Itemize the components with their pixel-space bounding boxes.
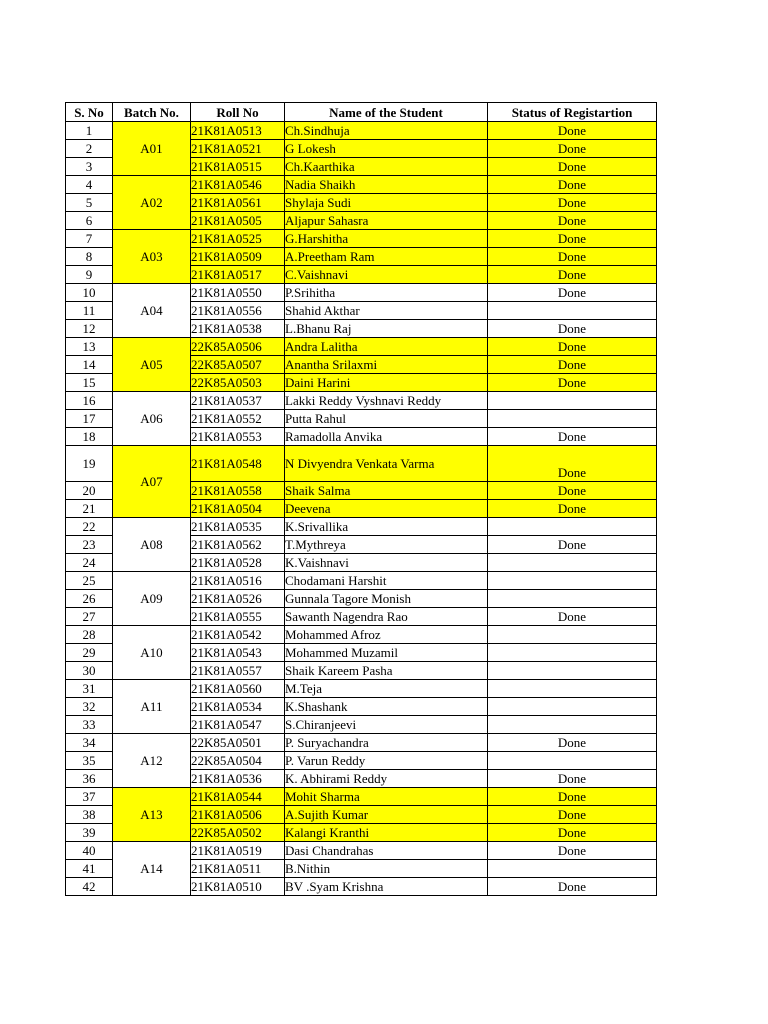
student-name-cell: BV .Syam Krishna xyxy=(285,878,488,896)
roll-number-cell: 21K81A0525 xyxy=(191,230,285,248)
student-name-cell: Deevena xyxy=(285,500,488,518)
serial-number-cell: 25 xyxy=(66,572,113,590)
registration-status-cell: Done xyxy=(488,194,657,212)
batch-cell: A14 xyxy=(113,842,191,896)
roll-number-cell: 22K85A0502 xyxy=(191,824,285,842)
roll-number-cell: 21K81A0542 xyxy=(191,626,285,644)
student-name-cell: Mohit Sharma xyxy=(285,788,488,806)
header-name: Name of the Student xyxy=(285,103,488,122)
table-row xyxy=(66,230,657,248)
student-name-cell: L.Bhanu Raj xyxy=(285,320,488,338)
registration-status-cell: Done xyxy=(488,140,657,158)
student-name-cell: Ramadolla Anvika xyxy=(285,428,488,446)
table-row xyxy=(66,176,657,194)
table-row xyxy=(66,518,657,536)
student-name-cell: Chodamani Harshit xyxy=(285,572,488,590)
roll-number-cell: 21K81A0535 xyxy=(191,518,285,536)
serial-number-cell: 17 xyxy=(66,410,113,428)
roll-number-cell: 21K81A0562 xyxy=(191,536,285,554)
student-name-cell: Daini Harini xyxy=(285,374,488,392)
batch-cell: A05 xyxy=(113,338,191,392)
registration-status-cell: Done xyxy=(488,374,657,392)
student-name-cell: K.Shashank xyxy=(285,698,488,716)
serial-number-cell: 3 xyxy=(66,158,113,176)
student-name-cell: P. Suryachandra xyxy=(285,734,488,752)
student-name-cell: G.Harshitha xyxy=(285,230,488,248)
registration-status-cell xyxy=(488,410,657,428)
registration-status-cell: Done xyxy=(488,248,657,266)
batch-cell: A01 xyxy=(113,122,191,176)
serial-number-cell: 16 xyxy=(66,392,113,410)
batch-cell: A08 xyxy=(113,518,191,572)
serial-number-cell: 2 xyxy=(66,140,113,158)
serial-number-cell: 5 xyxy=(66,194,113,212)
registration-status-cell xyxy=(488,716,657,734)
table-row xyxy=(66,446,657,482)
batch-cell: A07 xyxy=(113,446,191,518)
serial-number-cell: 22 xyxy=(66,518,113,536)
roll-number-cell: 21K81A0519 xyxy=(191,842,285,860)
roll-number-cell: 22K85A0504 xyxy=(191,752,285,770)
batch-cell: A12 xyxy=(113,734,191,788)
roll-number-cell: 21K81A0561 xyxy=(191,194,285,212)
student-name-cell: G Lokesh xyxy=(285,140,488,158)
student-name-cell: Kalangi Kranthi xyxy=(285,824,488,842)
roll-number-cell: 21K81A0557 xyxy=(191,662,285,680)
registration-status-cell: Done xyxy=(488,212,657,230)
serial-number-cell: 9 xyxy=(66,266,113,284)
table-row xyxy=(66,680,657,698)
registration-status-cell: Done xyxy=(488,608,657,626)
serial-number-cell: 42 xyxy=(66,878,113,896)
registration-status-cell: Done xyxy=(488,266,657,284)
table-row xyxy=(66,392,657,410)
batch-cell: A10 xyxy=(113,626,191,680)
serial-number-cell: 35 xyxy=(66,752,113,770)
registration-status-cell xyxy=(488,752,657,770)
student-name-cell: A.Preetham Ram xyxy=(285,248,488,266)
roll-number-cell: 21K81A0526 xyxy=(191,590,285,608)
serial-number-cell: 39 xyxy=(66,824,113,842)
roll-number-cell: 21K81A0544 xyxy=(191,788,285,806)
table-body xyxy=(66,122,657,896)
student-name-cell: Shaik Kareem Pasha xyxy=(285,662,488,680)
registration-status-cell: Done xyxy=(488,176,657,194)
roll-number-cell: 21K81A0506 xyxy=(191,806,285,824)
registration-status-cell: Done xyxy=(488,878,657,896)
batch-cell: A09 xyxy=(113,572,191,626)
student-name-cell: Gunnala Tagore Monish xyxy=(285,590,488,608)
student-name-cell: Shylaja Sudi xyxy=(285,194,488,212)
student-name-cell: Dasi Chandrahas xyxy=(285,842,488,860)
serial-number-cell: 27 xyxy=(66,608,113,626)
registration-status-cell xyxy=(488,590,657,608)
roll-number-cell: 21K81A0517 xyxy=(191,266,285,284)
serial-number-cell: 8 xyxy=(66,248,113,266)
serial-number-cell: 29 xyxy=(66,644,113,662)
student-name-cell: T.Mythreya xyxy=(285,536,488,554)
table-row xyxy=(66,338,657,356)
student-name-cell: Anantha Srilaxmi xyxy=(285,356,488,374)
student-name-cell: S.Chiranjeevi xyxy=(285,716,488,734)
serial-number-cell: 41 xyxy=(66,860,113,878)
header-status: Status of Registartion xyxy=(488,103,657,122)
student-name-cell: Lakki Reddy Vyshnavi Reddy xyxy=(285,392,488,410)
registration-status-cell: Done xyxy=(488,788,657,806)
roll-number-cell: 21K81A0537 xyxy=(191,392,285,410)
roll-number-cell: 21K81A0509 xyxy=(191,248,285,266)
student-name-cell: C.Vaishnavi xyxy=(285,266,488,284)
table-row xyxy=(66,842,657,860)
table-row xyxy=(66,284,657,302)
roll-number-cell: 22K85A0507 xyxy=(191,356,285,374)
serial-number-cell: 31 xyxy=(66,680,113,698)
registration-status-cell xyxy=(488,302,657,320)
table-row xyxy=(66,734,657,752)
registration-status-cell xyxy=(488,626,657,644)
roll-number-cell: 21K81A0521 xyxy=(191,140,285,158)
roll-number-cell: 21K81A0543 xyxy=(191,644,285,662)
serial-number-cell: 37 xyxy=(66,788,113,806)
batch-cell: A06 xyxy=(113,392,191,446)
roll-number-cell: 21K81A0536 xyxy=(191,770,285,788)
serial-number-cell: 36 xyxy=(66,770,113,788)
serial-number-cell: 14 xyxy=(66,356,113,374)
serial-number-cell: 6 xyxy=(66,212,113,230)
roll-number-cell: 22K85A0503 xyxy=(191,374,285,392)
registration-status-cell xyxy=(488,860,657,878)
serial-number-cell: 1 xyxy=(66,122,113,140)
student-name-cell: P. Varun Reddy xyxy=(285,752,488,770)
serial-number-cell: 10 xyxy=(66,284,113,302)
student-name-cell: M.Teja xyxy=(285,680,488,698)
serial-number-cell: 21 xyxy=(66,500,113,518)
registration-status-cell xyxy=(488,554,657,572)
student-name-cell: N Divyendra Venkata Varma xyxy=(285,446,488,482)
roll-number-cell: 21K81A0550 xyxy=(191,284,285,302)
roll-number-cell: 22K85A0506 xyxy=(191,338,285,356)
serial-number-cell: 15 xyxy=(66,374,113,392)
batch-cell: A02 xyxy=(113,176,191,230)
batch-cell: A13 xyxy=(113,788,191,842)
student-name-cell: Shaik Salma xyxy=(285,482,488,500)
roll-number-cell: 21K81A0546 xyxy=(191,176,285,194)
registration-status-cell: Done xyxy=(488,338,657,356)
student-name-cell: Nadia Shaikh xyxy=(285,176,488,194)
serial-number-cell: 34 xyxy=(66,734,113,752)
registration-status-cell xyxy=(488,392,657,410)
serial-number-cell: 13 xyxy=(66,338,113,356)
student-name-cell: Sawanth Nagendra Rao xyxy=(285,608,488,626)
student-name-cell: Shahid Akthar xyxy=(285,302,488,320)
roll-number-cell: 21K81A0504 xyxy=(191,500,285,518)
student-name-cell: K. Abhirami Reddy xyxy=(285,770,488,788)
registration-status-cell: Done xyxy=(488,284,657,302)
roll-number-cell: 21K81A0511 xyxy=(191,860,285,878)
registration-status-cell: Done xyxy=(488,734,657,752)
roll-number-cell: 21K81A0528 xyxy=(191,554,285,572)
roll-number-cell: 21K81A0547 xyxy=(191,716,285,734)
registration-status-cell xyxy=(488,644,657,662)
roll-number-cell: 21K81A0538 xyxy=(191,320,285,338)
serial-number-cell: 4 xyxy=(66,176,113,194)
registration-status-cell xyxy=(488,662,657,680)
student-name-cell: P.Srihitha xyxy=(285,284,488,302)
registration-status-cell: Done xyxy=(488,230,657,248)
serial-number-cell: 19 xyxy=(66,446,113,482)
serial-number-cell: 40 xyxy=(66,842,113,860)
registration-status-cell: Done xyxy=(488,428,657,446)
registration-status-cell: Done xyxy=(488,770,657,788)
student-name-cell: Aljapur Sahasra xyxy=(285,212,488,230)
batch-cell: A03 xyxy=(113,230,191,284)
roll-number-cell: 21K81A0515 xyxy=(191,158,285,176)
header-batch: Batch No. xyxy=(113,103,191,122)
registration-status-cell: Done xyxy=(488,122,657,140)
registration-status-cell: Done xyxy=(488,806,657,824)
table-row xyxy=(66,572,657,590)
roll-number-cell: 21K81A0553 xyxy=(191,428,285,446)
serial-number-cell: 24 xyxy=(66,554,113,572)
student-name-cell: Mohammed Muzamil xyxy=(285,644,488,662)
serial-number-cell: 23 xyxy=(66,536,113,554)
header-row xyxy=(66,103,657,122)
roll-number-cell: 21K81A0513 xyxy=(191,122,285,140)
registration-status-cell: Done xyxy=(488,356,657,374)
serial-number-cell: 33 xyxy=(66,716,113,734)
roll-number-cell: 21K81A0505 xyxy=(191,212,285,230)
batch-cell: A04 xyxy=(113,284,191,338)
registration-status-cell: Done xyxy=(488,536,657,554)
registration-status-cell: Done xyxy=(488,320,657,338)
student-name-cell: A.Sujith Kumar xyxy=(285,806,488,824)
registration-status-cell xyxy=(488,698,657,716)
roll-number-cell: 21K81A0516 xyxy=(191,572,285,590)
registration-status-cell: Done xyxy=(488,446,657,482)
registration-status-cell: Done xyxy=(488,482,657,500)
roll-number-cell: 21K81A0556 xyxy=(191,302,285,320)
serial-number-cell: 32 xyxy=(66,698,113,716)
serial-number-cell: 20 xyxy=(66,482,113,500)
table-row xyxy=(66,122,657,140)
roll-number-cell: 21K81A0548 xyxy=(191,446,285,482)
student-name-cell: B.Nithin xyxy=(285,860,488,878)
serial-number-cell: 18 xyxy=(66,428,113,446)
table-row xyxy=(66,626,657,644)
serial-number-cell: 38 xyxy=(66,806,113,824)
roll-number-cell: 21K81A0510 xyxy=(191,878,285,896)
student-name-cell: K.Srivallika xyxy=(285,518,488,536)
roll-number-cell: 21K81A0534 xyxy=(191,698,285,716)
header-roll: Roll No xyxy=(191,103,285,122)
registration-status-cell: Done xyxy=(488,842,657,860)
serial-number-cell: 7 xyxy=(66,230,113,248)
serial-number-cell: 12 xyxy=(66,320,113,338)
roll-number-cell: 21K81A0558 xyxy=(191,482,285,500)
student-name-cell: Mohammed Afroz xyxy=(285,626,488,644)
table-row xyxy=(66,788,657,806)
student-name-cell: Andra Lalitha xyxy=(285,338,488,356)
student-name-cell: Ch.Sindhuja xyxy=(285,122,488,140)
registration-status-cell xyxy=(488,680,657,698)
student-name-cell: Putta Rahul xyxy=(285,410,488,428)
student-name-cell: Ch.Kaarthika xyxy=(285,158,488,176)
header-sno: S. No xyxy=(66,103,113,122)
registration-table xyxy=(65,102,657,896)
roll-number-cell: 22K85A0501 xyxy=(191,734,285,752)
registration-status-cell xyxy=(488,518,657,536)
roll-number-cell: 21K81A0552 xyxy=(191,410,285,428)
registration-status-cell xyxy=(488,572,657,590)
registration-status-cell: Done xyxy=(488,500,657,518)
serial-number-cell: 30 xyxy=(66,662,113,680)
batch-cell: A11 xyxy=(113,680,191,734)
registration-status-cell: Done xyxy=(488,158,657,176)
registration-status-cell: Done xyxy=(488,824,657,842)
roll-number-cell: 21K81A0560 xyxy=(191,680,285,698)
serial-number-cell: 26 xyxy=(66,590,113,608)
student-name-cell: K.Vaishnavi xyxy=(285,554,488,572)
roll-number-cell: 21K81A0555 xyxy=(191,608,285,626)
serial-number-cell: 28 xyxy=(66,626,113,644)
serial-number-cell: 11 xyxy=(66,302,113,320)
